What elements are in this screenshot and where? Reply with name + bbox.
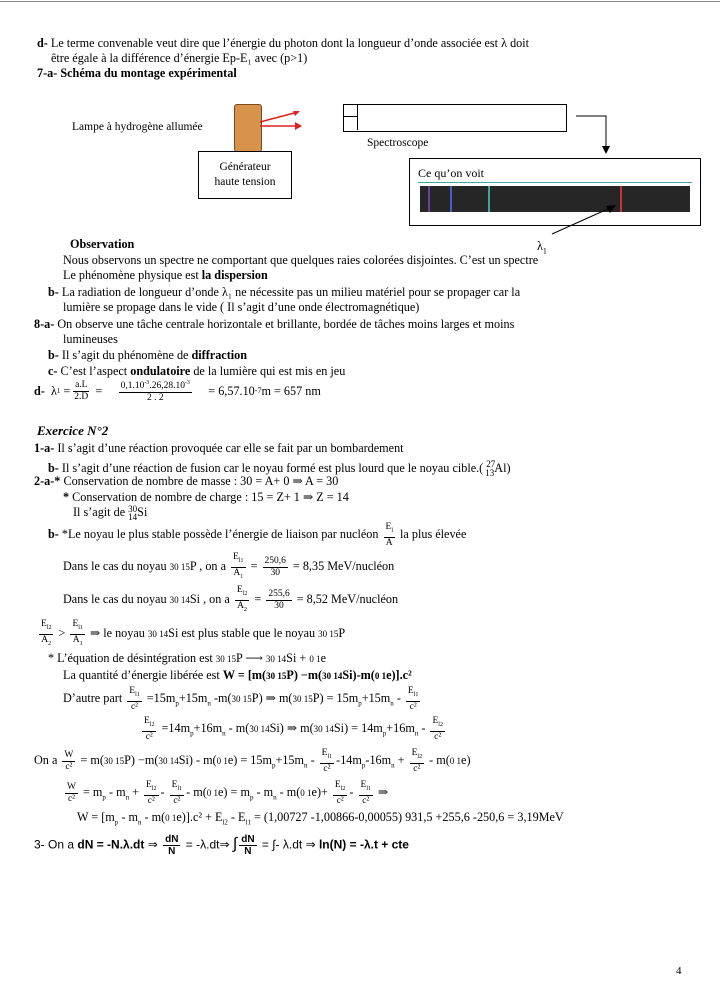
answer-8c: c- C’est l’aspect ondulatoire de la lumière qui est mis en jeu <box>48 364 346 378</box>
ex2-2b: b- *Le noyau le plus stable possède l’énergie de liaison par nucléon $\frac{E_l}{A}$ la plus élevée <box>48 522 467 548</box>
observation-line2: Le phénomène physique est la dispersion <box>63 268 268 282</box>
ex2-decay-equation: * L’équation de désintégration est 30 15P ⟶ 30 14Si + 0 1e <box>48 651 326 665</box>
ex2-case-P: Dans le cas du noyau 30 15P , on a $\frac{E_{l1}}{A_1}$ = $\frac{250,6}{30}$ = 8,35 MeV/nucléon <box>63 552 395 580</box>
lambda-arrow <box>548 200 620 240</box>
ex2-mass-P: D’autre part $\frac{E_{l1}}{\text{c²}}$ $=15m_p+15m_n$ -m(30 15P) ⇒ m(30 $15P) = 15m_p+15m_n$ - $\frac{E_{l1}}{\text{c²}}$ <box>63 686 419 712</box>
ex2-case-Si: Dans le cas du noyau 30 14Si , on a $\frac{E_{l2}}{A_2}$ = $\frac{255,6}{30}$ = 8,52 MeV/nucléon <box>63 585 399 613</box>
answer-b-line2: lumière se propage dans le vide ( Il s’agit d’une onde électromagnétique) <box>63 300 420 314</box>
ex2-2a-mass: 2-a-* Conservation de nombre de masse : 30 = A+ 0 ⇒ A = 30 <box>34 474 339 488</box>
seen-label: Ce qu’on voit <box>418 166 484 180</box>
answer-8a-line1: 8-a- On observe une tâche centrale horizontale et brillante, bordée de tâches moins larges et moins <box>34 317 515 331</box>
spectral-line-blue <box>450 186 452 212</box>
spectral-line-violet <box>428 186 430 212</box>
ex2-energy-released: La quantité d’énergie libérée est W = [m(30 15P) −m(30 14Si)-m(0 1e)].c² <box>63 668 412 682</box>
spectroscope-slit-line <box>343 116 357 117</box>
ex2-W-simplify: $\frac{W}{\text{c²}}$ = $m_p - m_n$ + $\frac{E_{l2}}{\text{c²}}$ - $\frac{E_{l1}}{\text{c²}}$ - m(0 $1e) = m_p - m_n - m(0$ 1e)+ $\frac{E_{l2}}{\text{c²}}$ - $\frac{E_{l1}}{\text{c²}}$ ⇒ <box>67 780 389 806</box>
answer-8b: b- Il s’agit du phénomène de diffraction <box>48 348 248 362</box>
answer-b-line1: b- La radiation de longueur d’onde λ₁ ne nécessite pas un milieu matériel pour se propager car la <box>48 285 521 299</box>
exercise-title: Exercice N°2 <box>37 423 109 438</box>
generator-box <box>198 151 292 199</box>
answer-8a-line2: lumineuses <box>63 332 118 346</box>
observation-line1: Nous observons un spectre ne comportant que quelques raies colorées disjointes. C’est un spectre <box>63 253 539 267</box>
ex2-mass-Si: $\frac{E_{l2}}{\text{c²}}$ $=14m_p+16m_n - m(30$ 14Si) ⇒ m(30 $14Si) = 14m_p+16m_n$ - $\frac{E_{l2}}{\text{c²}}$ <box>144 716 443 742</box>
lambda1-label: $\lambda_1$ <box>537 239 547 256</box>
answer-d-line1: d- Le terme convenable veut dire que l’énergie du photon dont la longueur d’onde associée est λ doit <box>37 36 530 50</box>
ex2-W-expansion: On a $\frac{W}{\text{c²}}$ = m(30 15P) −m(30 14Si) - m(0 $1e) = 15m_p+15m_n$ - $\frac{E_{l1}}{\text{c²}}$ $-14m_p-16m_n$ + $\frac{E_{l2}}{\text{c²}}$ - m(0 1e) <box>34 748 471 774</box>
observation-title: Observation <box>70 237 135 251</box>
ex2-W-result: $W = [m_p - m_n - m(0$ $1e)].c^2 + E_{l2} - E_{l1} = (1,00727$ -1,00866-0,00055) 931,5 +255,6 -250,6 = 3,19MeV <box>77 810 564 827</box>
ex2-part3: 3- On a dN = -N.λ.dt ⇒ $\frac{dN}{N}$ = -λ.dt⇒ ∫ $\frac{dN}{N}$ = ∫- λ.dt ⇒ ln(N) = -λ.t + cte <box>34 834 409 857</box>
ex2-1b: b- Il s’agit d’une réaction de fusion car le noyau formé est plus lourd que le noyau cible.( $^{27}_{13}$Al) <box>48 459 511 478</box>
ex2-2a-charge: * Conservation de nombre de charge : 15 = Z+ 1 ⇒ Z = 14 <box>63 490 349 504</box>
ex2-1a: 1-a- Il s’agit d’une réaction provoquée car elle se fait par un bombardement <box>34 441 404 455</box>
generator-label-1: Générateur <box>219 161 271 173</box>
spectroscope <box>343 104 567 132</box>
spectroscope-arrow <box>576 112 616 158</box>
top-rule <box>0 1 720 2</box>
lamp-label: Lampe à hydrogène allumée <box>72 121 203 133</box>
spectral-line-cyan <box>488 186 490 212</box>
ex2-compare: $\frac{E_{l2}}{A_2}$ > $\frac{E_{l1}}{A_1}$ ⇒ le noyau 30 14Si est plus stable que le noyau 30 15P <box>41 619 346 647</box>
spectroscope-slit <box>343 104 358 130</box>
spectroscope-label: Spectroscope <box>367 137 429 149</box>
heading-7a: 7-a- Schéma du montage expérimental <box>37 66 237 80</box>
spectral-line-red <box>620 186 622 212</box>
light-rays <box>258 108 304 142</box>
ex2-2a-result: Il s’agit de 30 14 Si <box>73 504 148 523</box>
panel-divider <box>418 182 692 183</box>
generator-label-2: haute tension <box>214 176 276 188</box>
page-number: 4 <box>676 965 682 977</box>
answer-d-line2: être égale à la différence d’énergie Ep-E₁ avec (p>1) <box>51 51 308 65</box>
answer-8d: d- λ 1 = $\frac{a.L}{2.D}$ = $\frac{0,1.10^{-3}.26,28.10^{-3}}{2 . 2}$ = 6,57.10 -7 m = 657 nm <box>34 379 321 404</box>
